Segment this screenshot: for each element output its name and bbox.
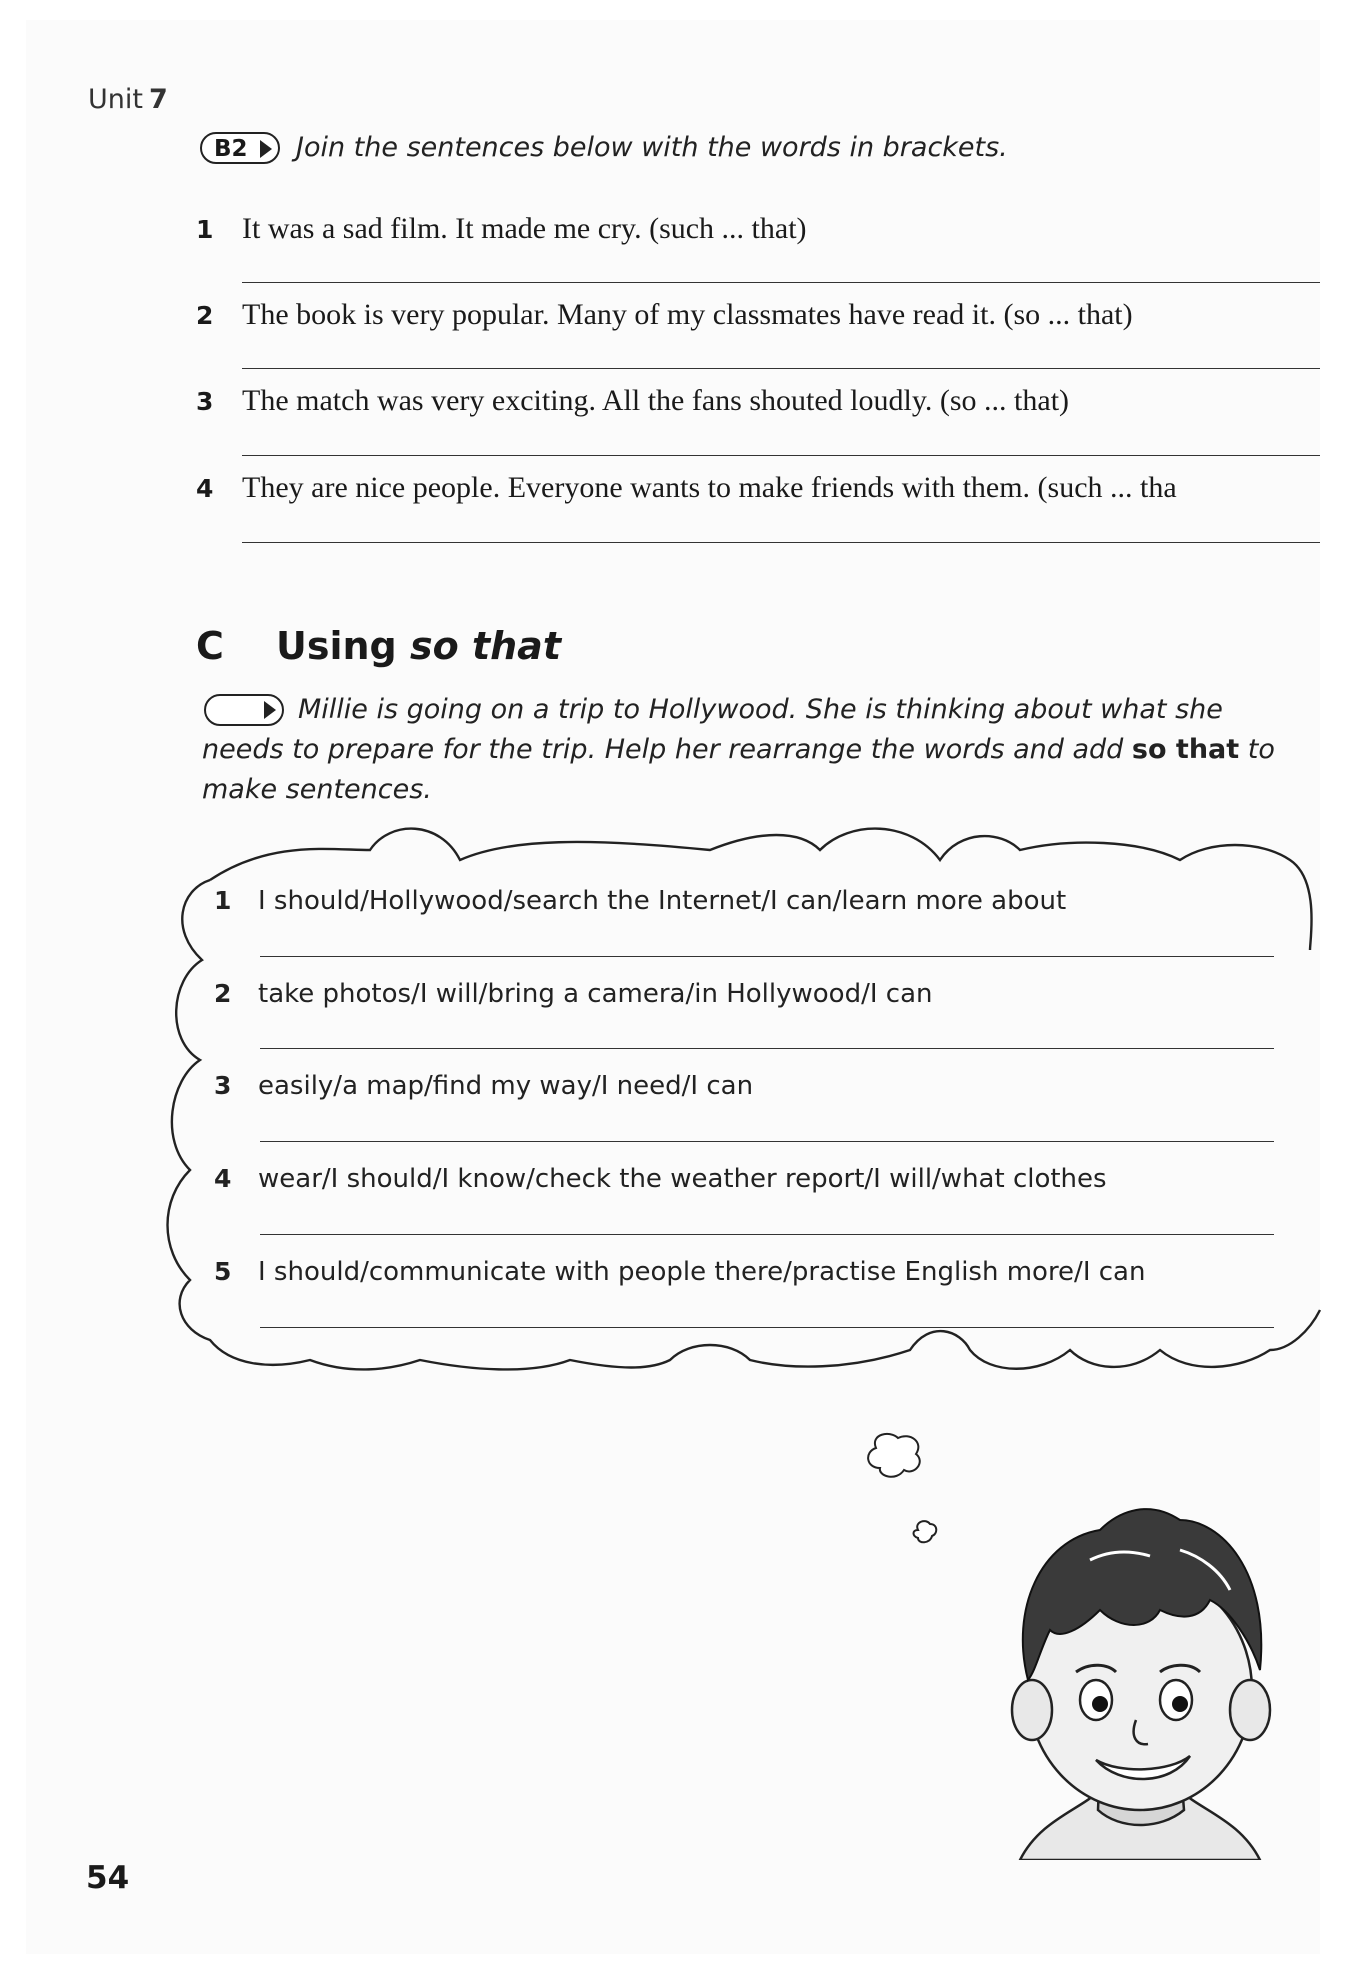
page-number: 54 <box>86 1860 130 1896</box>
b2-question-1: 1 It was a sad film. It made me cry. (such ... that) <box>196 212 807 245</box>
b2-instruction: Join the sentences below with the words in brackets. <box>296 132 1008 163</box>
b2-question-4: 4 They are nice people. Everyone wants to make friends with them. (such ... tha <box>196 471 1177 504</box>
b2-answer-line-1[interactable] <box>242 282 1320 283</box>
section-c-heading: C Using so that <box>196 624 561 668</box>
c-question-1: 1 I should/Hollywood/search the Internet/I can/learn more about <box>214 886 1067 916</box>
b2-badge: B2 <box>200 132 280 164</box>
b2-answer-line-2[interactable] <box>242 368 1320 369</box>
b2-question-2: 2 The book is very popular. Many of my classmates have read it. (so ... that) <box>196 298 1133 331</box>
b2-answer-line-4[interactable] <box>242 542 1320 543</box>
c-answer-line-5[interactable] <box>260 1327 1274 1328</box>
c-answer-line-4[interactable] <box>260 1234 1274 1235</box>
c-answer-line-3[interactable] <box>260 1141 1274 1142</box>
play-arrow-icon <box>260 140 272 158</box>
boy-illustration <box>980 1490 1280 1860</box>
c-answer-line-1[interactable] <box>260 956 1274 957</box>
unit-number: 7 <box>148 84 168 115</box>
b2-answer-line-3[interactable] <box>242 455 1320 456</box>
b2-question-3: 3 The match was very exciting. All the fans shouted loudly. (so ... that) <box>196 384 1070 417</box>
c-question-2: 2 take photos/I will/bring a camera/in Hollywood/I can <box>214 979 933 1009</box>
c-answer-line-2[interactable] <box>260 1048 1274 1049</box>
unit-label: Unit 7 <box>88 84 168 115</box>
c-question-4: 4 wear/I should/I know/check the weather report/I will/what clothes <box>214 1164 1107 1194</box>
c-question-3: 3 easily/a map/find my way/I need/I can <box>214 1071 754 1101</box>
thought-bubble-icon <box>860 1430 940 1570</box>
c-question-5: 5 I should/communicate with people there/practise English more/I can <box>214 1257 1146 1287</box>
section-c-instruction: Millie is going on a trip to Hollywood. She is thinking about what she needs to prepare for the trip. Help her rearrange the words and add so that to make sentences. <box>202 694 1275 805</box>
